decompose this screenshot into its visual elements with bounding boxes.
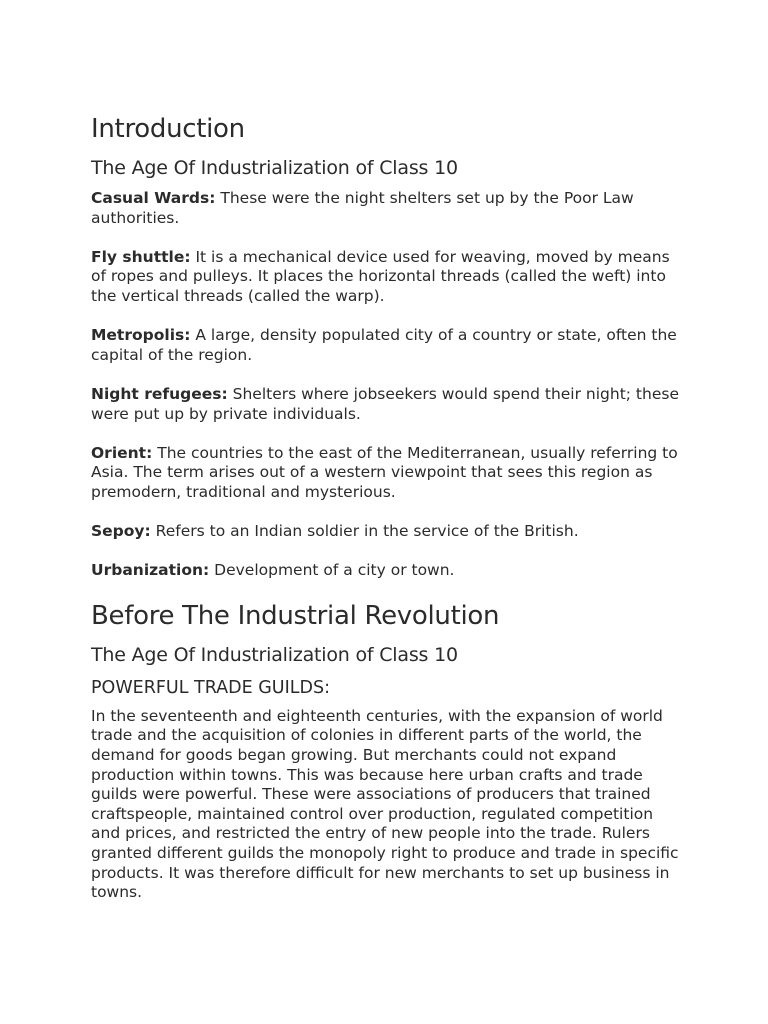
definition-text: Refers to an Indian soldier in the service of the British. (150, 522, 579, 541)
definition-sepoy (91, 522, 685, 542)
definition-text: A large, density populated city of a country or state, often the capital of the region. (91, 326, 677, 364)
definition-text: Development of a city or town. (209, 561, 455, 580)
definition-metropolis (91, 326, 685, 365)
section-title-before-industrial-revolution: Before The Industrial Revolution (91, 600, 500, 631)
definition-term: Orient: (91, 443, 153, 462)
section-subtitle: The Age Of Industrialization of Class 10 (91, 643, 458, 666)
definition-orient (91, 444, 685, 503)
definition-term: Metropolis: (91, 326, 191, 345)
section-title-introduction: Introduction (91, 114, 245, 144)
definition-term: Sepoy: (91, 522, 151, 541)
definition-text: These were the night shelters set up by the Poor Law authorities. (91, 189, 634, 227)
definition-text: The countries to the east of the Mediterranean, usually referring to Asia. The term arises out of a western viewpoint that sees this region as premodern, traditional and mysterious. (91, 443, 678, 501)
definition-text: Shelters where jobseekers would spend their night; these were put up by private individuals. (91, 384, 679, 423)
definition-term: Urbanization: (91, 561, 210, 580)
definition-casual-wards (91, 189, 685, 228)
definition-term: Night refugees: (91, 384, 228, 403)
definition-text: It is a mechanical device used for weaving, moved by means of ropes and pulleys. It places the horizontal threads (called the weft) into the vertical threads (called the warp). (91, 247, 670, 305)
document-page (91, 112, 685, 903)
definition-fly-shuttle (91, 248, 685, 307)
section-subtitle: The Age Of Industrialization of Class 10 (91, 157, 458, 179)
definition-urbanization (91, 561, 685, 581)
body-paragraph: In the seventeenth and eighteenth centuries, with the expansion of world trade and the acquisition of colonies in different parts of the world, the demand for goods began growing. But merchants could not expand production within towns. This was because here urban crafts and trade guilds were powerful. These were associations of producers that trained craftspeople, maintained control over production, regulated competition and prices, and restricted the entry of new people into the trade. Rulers granted different guilds the monopoly right to produce and trade in specific products. It was therefore difficult for new merchants to set up business in towns. (91, 706, 679, 902)
definition-term: Fly shuttle: (91, 247, 191, 266)
definition-term: Casual Wards: (91, 189, 216, 207)
definition-night-refugees (91, 385, 685, 424)
subsection-heading-trade-guilds: POWERFUL TRADE GUILDS: (91, 677, 331, 698)
